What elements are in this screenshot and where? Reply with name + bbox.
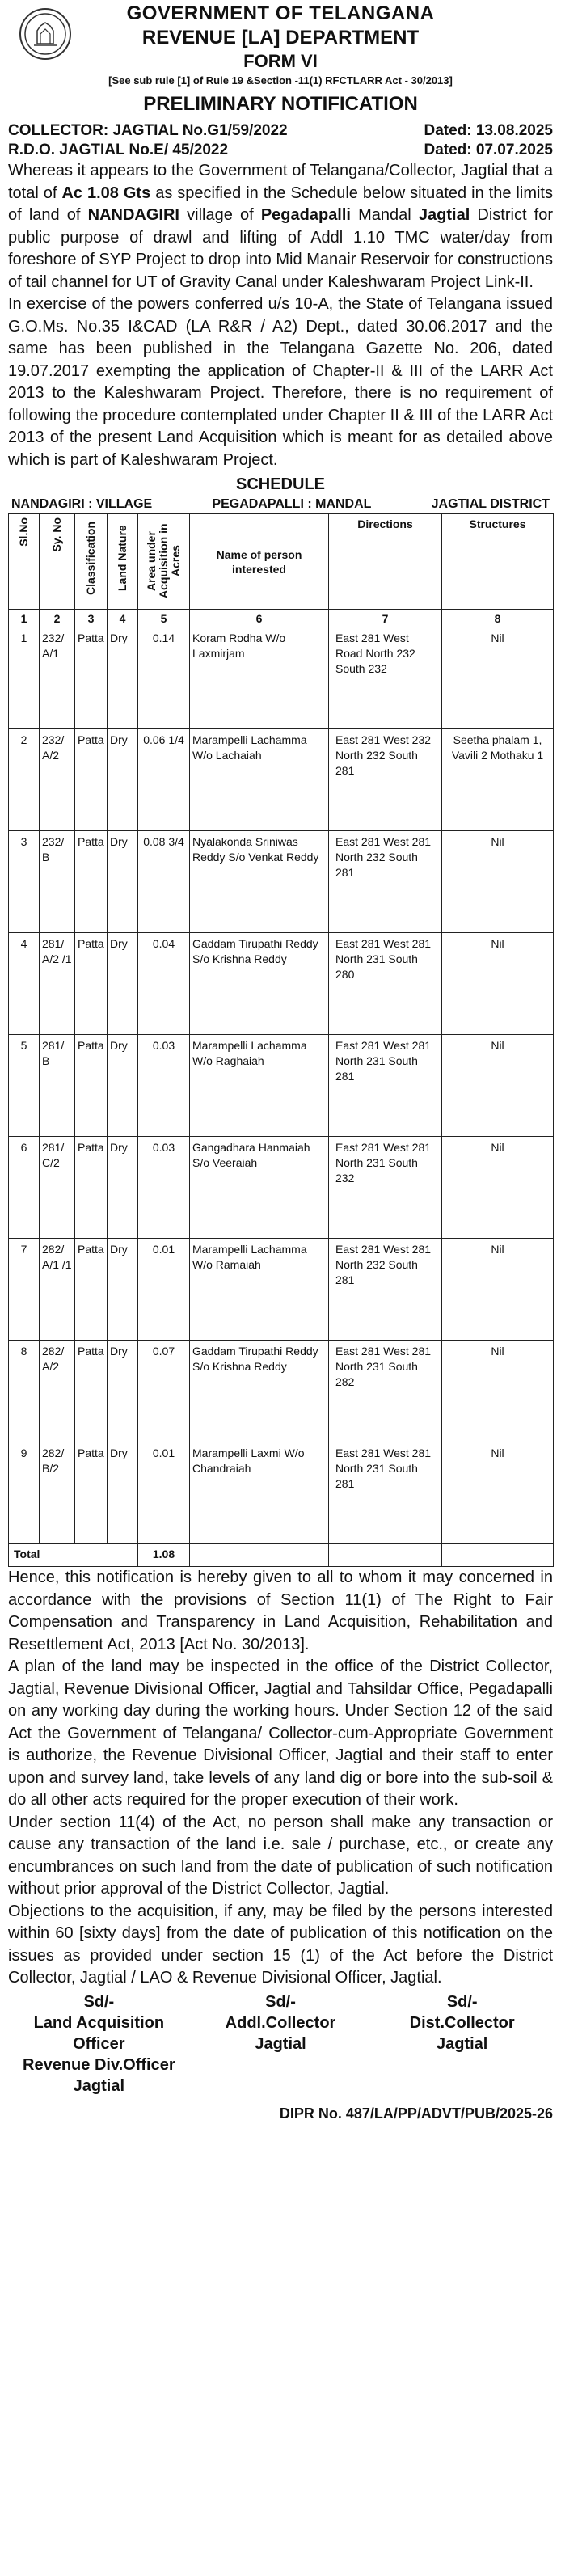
dipr-number: DIPR No. 487/LA/PP/ADVT/PUB/2025-26 bbox=[279, 2105, 553, 2122]
collector-ref: COLLECTOR: JAGTIAL No.G1/59/2022 bbox=[8, 122, 288, 139]
col-header-area: Area under Acquisition in Acres bbox=[138, 514, 190, 610]
cell-directions: East 281 West 281 North 231 South 232 bbox=[329, 1137, 442, 1239]
body-paragraph-5: Under section 11(4) of the Act, no person shall make any transaction or cause any transaction of the land i.e. sale / purchase, etc., or create any encumbrances on such land from the date of publication of such notification without prior approval of the District Collector, Jagtial. bbox=[8, 1813, 553, 1898]
cell-classification: Patta bbox=[75, 933, 108, 1035]
cell-person-name: Marampelli Lachamma W/o Lachaiah bbox=[190, 729, 329, 831]
col-header-syno: Sy. No bbox=[40, 514, 75, 610]
govt-title: GOVERNMENT OF TELANGANA bbox=[126, 2, 435, 24]
schedule-village: NANDAGIRI : VILLAGE bbox=[11, 497, 153, 511]
col-header-name: Name of person interested bbox=[190, 514, 329, 610]
cell-person-name: Nyalakonda Sriniwas Reddy S/o Venkat Reddy bbox=[190, 831, 329, 933]
col-header-classification: Classification bbox=[75, 514, 108, 610]
schedule-location bbox=[8, 496, 553, 513]
schedule-mandal: PEGADAPALLI : MANDAL bbox=[212, 497, 372, 511]
table-row bbox=[9, 1341, 554, 1442]
cell-sl-no: 9 bbox=[9, 1442, 40, 1544]
cell-sl-no: 6 bbox=[9, 1137, 40, 1239]
state-emblem-icon bbox=[19, 8, 71, 60]
column-number: 4 bbox=[108, 610, 138, 627]
total-row bbox=[9, 1544, 554, 1567]
cell-sl-no: 8 bbox=[9, 1341, 40, 1442]
column-number: 1 bbox=[9, 610, 40, 627]
cell-classification: Patta bbox=[75, 831, 108, 933]
cell-structures: Nil bbox=[442, 1442, 554, 1544]
column-number: 6 bbox=[190, 610, 329, 627]
table-row bbox=[9, 1442, 554, 1544]
cell-land-nature: Dry bbox=[108, 933, 138, 1035]
table-row bbox=[9, 729, 554, 831]
col-header-structures: Structures bbox=[442, 514, 554, 610]
cell-structures: Nil bbox=[442, 933, 554, 1035]
notification-title: PRELIMINARY NOTIFICATION bbox=[143, 93, 418, 115]
col-header-land-nature: Land Nature bbox=[108, 514, 138, 610]
cell-sl-no: 2 bbox=[9, 729, 40, 831]
cell-land-nature: Dry bbox=[108, 831, 138, 933]
cell-person-name: Marampelli Lachamma W/o Ramaiah bbox=[190, 1239, 329, 1341]
cell-land-nature: Dry bbox=[108, 1137, 138, 1239]
rdo-date: Dated: 07.07.2025 bbox=[424, 141, 553, 158]
cell-sl-no: 7 bbox=[9, 1239, 40, 1341]
rule-reference: [See sub rule [1] of Rule 19 &Section -11(1) RFCTLARR Act - 30/2013] bbox=[108, 74, 453, 87]
cell-directions: East 281 West 281 North 232 South 281 bbox=[329, 831, 442, 933]
cell-sy-no: 232/ A/1 bbox=[40, 627, 75, 729]
cell-structures: Nil bbox=[442, 831, 554, 933]
table-row bbox=[9, 627, 554, 729]
total-value: 1.08 bbox=[138, 1544, 190, 1567]
table-row bbox=[9, 933, 554, 1035]
cell-classification: Patta bbox=[75, 1341, 108, 1442]
body-paragraph-6: Objections to the acquisition, if any, may be filed by the persons interested within 60 [sixty days] from the date of publication of this notification on the issues as provided under section 15 (1) of the Act before the District Collector, Jagtial / LAO & Revenue Divisional Officer, Jagtial. bbox=[8, 1902, 553, 1987]
cell-area: 0.03 bbox=[138, 1035, 190, 1137]
cell-structures: Nil bbox=[442, 1239, 554, 1341]
column-number: 2 bbox=[40, 610, 75, 627]
intro-paragraph-2: In exercise of the powers conferred u/s 10-A, the State of Telangana issued G.O.Ms. No.35 I&CAD (LA R&R / A2) Dept., dated 30.06.2017 and the same has been published in the Telangana Gazette No. 206, dated 19.07.2017 exempting the application of Chapter-II & III of the LARR Act 2013 to the Kaleshwaram Project. Therefore, there is no requirement of following the procedure contemplated under Chapter II & III of the LARR Act 2013 of the present Land Acquisition which is meant for as detailed above which is part of Kaleshwaram Project. bbox=[8, 295, 553, 469]
cell-sl-no: 1 bbox=[9, 627, 40, 729]
cell-person-name: Koram Rodha W/o Laxmirjam bbox=[190, 627, 329, 729]
cell-sy-no: 282/ A/1 /1 bbox=[40, 1239, 75, 1341]
cell-structures: Nil bbox=[442, 1137, 554, 1239]
form-title: FORM VI bbox=[243, 51, 318, 71]
col-header-slno: Sl.No bbox=[9, 514, 40, 610]
table-row bbox=[9, 1137, 554, 1239]
cell-person-name: Gaddam Tirupathi Reddy S/o Krishna Reddy bbox=[190, 1341, 329, 1442]
cell-sy-no: 282/ B/2 bbox=[40, 1442, 75, 1544]
cell-directions: East 281 West 281 North 231 South 282 bbox=[329, 1341, 442, 1442]
cell-sl-no: 3 bbox=[9, 831, 40, 933]
cell-classification: Patta bbox=[75, 1239, 108, 1341]
signature-block bbox=[8, 1991, 553, 2097]
cell-area: 0.04 bbox=[138, 933, 190, 1035]
cell-classification: Patta bbox=[75, 1137, 108, 1239]
schedule-district: JAGTIAL DISTRICT bbox=[431, 497, 550, 511]
cell-directions: East 281 West 232 North 232 South 281 bbox=[329, 729, 442, 831]
cell-sy-no: 281/ A/2 /1 bbox=[40, 933, 75, 1035]
schedule-title: SCHEDULE bbox=[235, 475, 325, 493]
cell-classification: Patta bbox=[75, 1035, 108, 1137]
cell-area: 0.06 1/4 bbox=[138, 729, 190, 831]
body-paragraph-4: A plan of the land may be inspected in the office of the District Collector, Jagtial, Revenue Divisional Officer, Jagtial and Tahsildar Office, Pegadapalli on any working day during the working hours. Under Section 12 of the said Act the Government of Telangana/ Collector-cum-Appropriate Government is authorize, the Revenue Divisional Officer, Jagtial and their staff to enter upon and survey land, take levels of any land dig or bore into the sub-soil & do all other acts required for the proper execution of their work. bbox=[8, 1658, 553, 1809]
cell-structures: Nil bbox=[442, 1035, 554, 1137]
cell-land-nature: Dry bbox=[108, 1341, 138, 1442]
signature-dist-collector: Sd/- Dist.Collector Jagtial bbox=[409, 1992, 515, 2053]
cell-area: 0.01 bbox=[138, 1442, 190, 1544]
cell-land-nature: Dry bbox=[108, 627, 138, 729]
cell-sl-no: 5 bbox=[9, 1035, 40, 1137]
cell-sy-no: 232/ A/2 bbox=[40, 729, 75, 831]
schedule-table bbox=[8, 513, 554, 1567]
signature-addl-collector: Sd/- Addl.Collector Jagtial bbox=[225, 1992, 336, 2053]
cell-structures: Seetha phalam 1, Vavili 2 Mothaku 1 bbox=[442, 729, 554, 831]
cell-area: 0.08 3/4 bbox=[138, 831, 190, 933]
table-row bbox=[9, 1239, 554, 1341]
column-number: 5 bbox=[138, 610, 190, 627]
cell-area: 0.03 bbox=[138, 1137, 190, 1239]
cell-land-nature: Dry bbox=[108, 1035, 138, 1137]
cell-sy-no: 282/ A/2 bbox=[40, 1341, 75, 1442]
rdo-ref-row bbox=[8, 141, 553, 160]
cell-directions: East 281 West 281 North 231 South 281 bbox=[329, 1035, 442, 1137]
body-paragraph-3: Hence, this notification is hereby given to all to whom it may concerned in accordance with the provisions of Section 11(1) of The Right to Fair Compensation and Transparency in Land Acquisition, Rehabilitation and Resettlement Act, 2013 [Act No. 30/2013]. bbox=[8, 1569, 553, 1653]
cell-sl-no: 4 bbox=[9, 933, 40, 1035]
cell-area: 0.07 bbox=[138, 1341, 190, 1442]
cell-classification: Patta bbox=[75, 627, 108, 729]
col-header-directions: Directions bbox=[329, 514, 442, 610]
table-row bbox=[9, 1035, 554, 1137]
rdo-ref: R.D.O. JAGTIAL No.E/ 45/2022 bbox=[8, 141, 229, 158]
cell-land-nature: Dry bbox=[108, 1239, 138, 1341]
column-number-row bbox=[9, 610, 554, 627]
cell-area: 0.01 bbox=[138, 1239, 190, 1341]
cell-directions: East 281 West Road North 232 South 232 bbox=[329, 627, 442, 729]
collector-date: Dated: 13.08.2025 bbox=[424, 122, 553, 139]
cell-directions: East 281 West 281 North 231 South 281 bbox=[329, 1442, 442, 1544]
cell-land-nature: Dry bbox=[108, 729, 138, 831]
column-number: 3 bbox=[75, 610, 108, 627]
cell-sy-no: 281/ C/2 bbox=[40, 1137, 75, 1239]
table-row bbox=[9, 831, 554, 933]
cell-sy-no: 281/ B bbox=[40, 1035, 75, 1137]
cell-directions: East 281 West 281 North 232 South 281 bbox=[329, 1239, 442, 1341]
total-label: Total bbox=[9, 1544, 138, 1567]
cell-classification: Patta bbox=[75, 1442, 108, 1544]
header bbox=[8, 0, 553, 121]
collector-ref-row bbox=[8, 121, 553, 141]
cell-person-name: Gaddam Tirupathi Reddy S/o Krishna Reddy bbox=[190, 933, 329, 1035]
cell-land-nature: Dry bbox=[108, 1442, 138, 1544]
intro-paragraph-1: Whereas it appears to the Government of Telangana/Collector, Jagtial that a total of Ac 1.08 Gts as specified in the Schedule below situated in the limits of land of NANDAGIRI village of Pegadapalli Mandal Jagtial District for public purpose of drawl and lifting of Addl 1.10 TMC water/day from foreshore of SYP Project to drop into Mid Manair Reservoir for constructions of tail channel for UT of Gravity Canal under Kaleshwaram Project Link-II. bbox=[8, 162, 553, 291]
cell-person-name: Marampelli Lachamma W/o Raghaiah bbox=[190, 1035, 329, 1137]
cell-area: 0.14 bbox=[138, 627, 190, 729]
signature-lao: Sd/- Land Acquisition Officer Revenue Div.Officer Jagtial bbox=[23, 1992, 175, 2095]
dept-title: REVENUE [LA] DEPARTMENT bbox=[141, 27, 420, 49]
cell-person-name: Gangadhara Hanmaiah S/o Veeraiah bbox=[190, 1137, 329, 1239]
cell-person-name: Marampelli Laxmi W/o Chandraiah bbox=[190, 1442, 329, 1544]
cell-classification: Patta bbox=[75, 729, 108, 831]
cell-structures: Nil bbox=[442, 627, 554, 729]
column-number: 7 bbox=[329, 610, 442, 627]
cell-sy-no: 232/ B bbox=[40, 831, 75, 933]
cell-structures: Nil bbox=[442, 1341, 554, 1442]
column-number: 8 bbox=[442, 610, 554, 627]
schedule-header-row bbox=[9, 514, 554, 610]
cell-directions: East 281 West 281 North 231 South 280 bbox=[329, 933, 442, 1035]
